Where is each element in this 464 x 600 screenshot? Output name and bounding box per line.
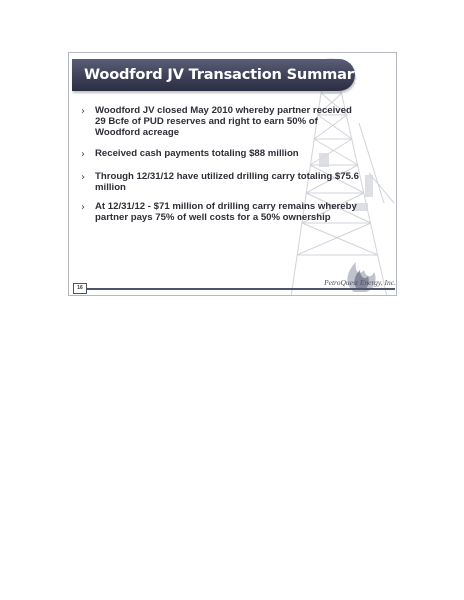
- bullet-arrow-icon: ›: [81, 202, 85, 213]
- bullet-text: Through 12/31/12 have utilized drilling carry totaling $75.6 million: [95, 171, 359, 194]
- bullet-arrow-icon: ›: [81, 149, 85, 160]
- bullet-text: Woodford JV closed May 2010 whereby partner received 29 Bcfe of PUD reserves and right to earn 50% of Woodford acreage: [95, 105, 352, 139]
- bullet-text: Received cash payments totaling $88 million: [95, 148, 299, 159]
- bullet-text: At 12/31/12 - $71 million of drilling carry remains whereby partner pays 75% of well costs for a 50% ownership: [95, 201, 357, 224]
- footer-divider: [81, 288, 395, 290]
- title-bar: [72, 59, 364, 91]
- slide-title: Woodford JV Transaction Summary: [84, 66, 364, 83]
- slide: [68, 52, 397, 296]
- bullet-arrow-icon: ›: [81, 172, 85, 183]
- bullet-arrow-icon: ›: [81, 106, 85, 117]
- page-number: 16: [73, 283, 87, 294]
- company-logo-text: PetroQuest Energy, Inc.: [324, 278, 396, 287]
